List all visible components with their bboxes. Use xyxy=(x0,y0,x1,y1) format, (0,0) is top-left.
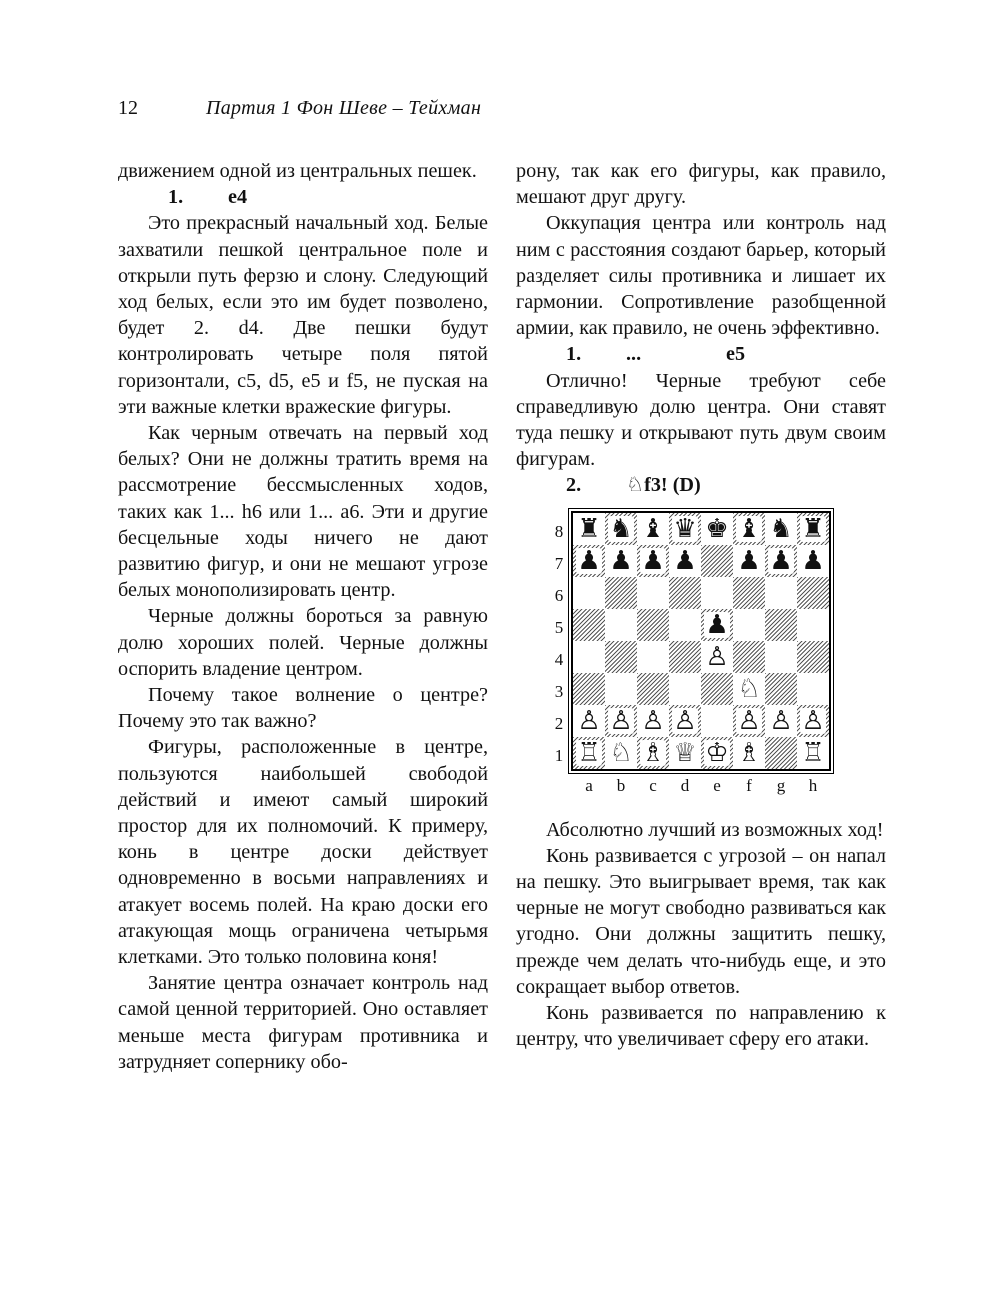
square-c5 xyxy=(637,609,669,641)
chess-piece-icon: ♚ xyxy=(705,513,729,544)
chess-piece-icon: ♗ xyxy=(641,737,665,768)
square-b7 xyxy=(605,545,637,577)
file-label: d xyxy=(680,775,690,795)
chess-diagram xyxy=(516,499,886,817)
rank-label: 4 xyxy=(554,649,564,669)
page-number: 12 xyxy=(118,97,138,119)
chess-piece-icon: ♙ xyxy=(577,705,601,736)
square-f6 xyxy=(733,577,765,609)
move-number: 1. xyxy=(168,186,184,209)
chess-piece-icon: ♟ xyxy=(609,545,633,576)
file-label: a xyxy=(585,775,593,795)
file-label: f xyxy=(746,775,752,795)
chess-piece-icon: ♗ xyxy=(737,737,761,768)
chess-piece-icon: ♞ xyxy=(769,513,793,544)
move-number: 1. xyxy=(566,343,582,366)
square-d8 xyxy=(669,513,701,545)
square-h1 xyxy=(797,737,829,769)
square-c7 xyxy=(637,545,669,577)
square-e5 xyxy=(701,609,733,641)
square-f5 xyxy=(733,609,765,641)
chess-piece-icon: ♟ xyxy=(769,545,793,576)
chess-piece-icon: ♟ xyxy=(705,609,729,640)
square-c2 xyxy=(637,705,669,737)
square-e8 xyxy=(701,513,733,545)
square-e7 xyxy=(701,545,733,577)
left-column xyxy=(118,158,488,1075)
file-label: g xyxy=(776,775,786,795)
paragraph: Почему такое волнение о центре? Почему это так важно? xyxy=(118,684,488,733)
square-g5 xyxy=(765,609,797,641)
square-e4 xyxy=(701,641,733,673)
paragraph: Абсолютно лучший из возможных ход! xyxy=(546,818,884,841)
square-h4 xyxy=(797,641,829,673)
square-h6 xyxy=(797,577,829,609)
square-b3 xyxy=(605,673,637,705)
square-f1 xyxy=(733,737,765,769)
square-b2 xyxy=(605,705,637,737)
square-b6 xyxy=(605,577,637,609)
paragraph: Занятие центра означает контроль над самой ценной территорией. Оно оставляет меньше места фигурам противника и затрудняет сопернику обо- xyxy=(118,972,488,1073)
rank-label: 8 xyxy=(554,521,564,541)
square-c6 xyxy=(637,577,669,609)
square-h2 xyxy=(797,705,829,737)
chess-piece-icon: ♙ xyxy=(641,705,665,736)
paragraph: Конь развивается по направлению к центру, что увеличивает сферу его атаки. xyxy=(516,1002,886,1051)
chess-piece-icon: ♔ xyxy=(705,737,729,768)
rank-label: 6 xyxy=(554,585,564,605)
chess-piece-icon: ♙ xyxy=(705,641,729,672)
square-a3 xyxy=(573,673,605,705)
chess-piece-icon: ♙ xyxy=(801,705,825,736)
paragraph: Это прекрасный начальный ход. Белые захватили пешкой центральное поле и открыли путь ферзю и слону. Следующий ход белых, если это им будет позволено, будет 2. d4. Две пешки будут контролировать четыре поля пятой горизонтали, c5, d5, e5 и f5, не пуская на эти важные клетки вражеские фигуры. xyxy=(118,212,488,418)
square-d4 xyxy=(669,641,701,673)
square-b5 xyxy=(605,609,637,641)
chess-piece-icon: ♟ xyxy=(641,545,665,576)
square-f8 xyxy=(733,513,765,545)
square-f2 xyxy=(733,705,765,737)
chess-piece-icon: ♜ xyxy=(577,513,601,544)
square-b1 xyxy=(605,737,637,769)
square-c4 xyxy=(637,641,669,673)
chess-piece-icon: ♙ xyxy=(673,705,697,736)
move-notation: ♘f3! (D) xyxy=(626,474,701,497)
square-c3 xyxy=(637,673,669,705)
square-b4 xyxy=(605,641,637,673)
file-label: h xyxy=(808,775,818,795)
chess-board xyxy=(571,511,831,771)
square-f3 xyxy=(733,673,765,705)
chess-piece-icon: ♛ xyxy=(673,513,697,544)
square-a7 xyxy=(573,545,605,577)
move-line xyxy=(516,341,886,367)
square-g7 xyxy=(765,545,797,577)
right-column-bottom xyxy=(516,817,886,1053)
square-g4 xyxy=(765,641,797,673)
square-d3 xyxy=(669,673,701,705)
square-d7 xyxy=(669,545,701,577)
move-ellipsis: ... xyxy=(626,343,642,366)
square-e3 xyxy=(701,673,733,705)
paragraph: Оккупация центра или контроль над ним с расстояния создают барьер, который разделяет силы противника и лишает их гармонии. Сопротивление разобщенной армии, как правило, не очень эффективно. xyxy=(516,212,886,340)
rank-label: 3 xyxy=(554,681,564,701)
square-d5 xyxy=(669,609,701,641)
square-a8 xyxy=(573,513,605,545)
square-h7 xyxy=(797,545,829,577)
move-number: 2. xyxy=(566,474,582,497)
square-e1 xyxy=(701,737,733,769)
move-notation: e5 xyxy=(726,343,746,366)
square-a5 xyxy=(573,609,605,641)
running-title: Партия 1 Фон Шеве – Тейхман xyxy=(206,97,482,119)
square-e2 xyxy=(701,705,733,737)
chess-piece-icon: ♙ xyxy=(609,705,633,736)
square-g8 xyxy=(765,513,797,545)
move-notation: e4 xyxy=(228,186,248,209)
square-f7 xyxy=(733,545,765,577)
move-line xyxy=(118,184,488,210)
paragraph: движением одной из центральных пешек. xyxy=(118,160,477,182)
move-line xyxy=(516,472,886,498)
chess-piece-icon: ♟ xyxy=(801,545,825,576)
square-g6 xyxy=(765,577,797,609)
chess-piece-icon: ♜ xyxy=(801,513,825,544)
square-d6 xyxy=(669,577,701,609)
square-b8 xyxy=(605,513,637,545)
square-h5 xyxy=(797,609,829,641)
square-c1 xyxy=(637,737,669,769)
square-g1 xyxy=(765,737,797,769)
paragraph: Как черным отвечать на первый ход белых? Они не должны тратить время на рассмотрение бессмысленных ходов, таких как 1... h6 или 1... a6. Эти и другие бесцельные ходы ничего не дают развитию фигур, и они не мешают угрозе белых монополизировать центр. xyxy=(118,422,488,602)
chess-piece-icon: ♝ xyxy=(641,513,665,544)
square-a1 xyxy=(573,737,605,769)
square-g2 xyxy=(765,705,797,737)
square-e6 xyxy=(701,577,733,609)
rank-label: 2 xyxy=(554,713,564,733)
square-d2 xyxy=(669,705,701,737)
paragraph: Отлично! Черные требуют себе справедливую долю центра. Они ставят туда пешку и открывают путь двум своим фигурам. xyxy=(516,369,886,471)
square-c8 xyxy=(637,513,669,545)
file-label: c xyxy=(649,775,657,795)
square-d1 xyxy=(669,737,701,769)
square-g3 xyxy=(765,673,797,705)
knight-icon: ♘ xyxy=(626,474,645,497)
rank-label: 5 xyxy=(554,617,564,637)
chess-piece-icon: ♟ xyxy=(673,545,697,576)
square-h8 xyxy=(797,513,829,545)
rank-label: 1 xyxy=(554,745,564,765)
chess-piece-icon: ♙ xyxy=(737,705,761,736)
chess-piece-icon: ♝ xyxy=(737,513,761,544)
paragraph: рону, так как его фигуры, как правило, мешают друг другу. xyxy=(516,160,886,209)
rank-label: 7 xyxy=(554,553,564,573)
chess-piece-icon: ♟ xyxy=(737,545,761,576)
chess-piece-icon: ♘ xyxy=(737,673,761,704)
chess-piece-icon: ♕ xyxy=(673,737,697,768)
chess-piece-icon: ♘ xyxy=(609,737,633,768)
paragraph: Фигуры, расположенные в центре, пользуются наибольшей свободой действий и имеют самый широкий простор для их полномочий. К примеру, конь в центре доски действует одновременно в восьми направлениях и атакует восемь полей. На краю доски его атакующая мощь ограничена четырьмя клетками. Это только половина коня! xyxy=(118,736,488,969)
square-a6 xyxy=(573,577,605,609)
square-a4 xyxy=(573,641,605,673)
square-h3 xyxy=(797,673,829,705)
right-column xyxy=(516,158,886,1052)
square-f4 xyxy=(733,641,765,673)
chess-piece-icon: ♖ xyxy=(801,737,825,768)
chess-piece-icon: ♟ xyxy=(577,545,601,576)
chess-piece-icon: ♖ xyxy=(577,737,601,768)
paragraph: Конь развивается с угрозой – он напал на пешку. Это выигрывает время, так как черные не могут свободно развиваться как угодно. Они должны защитить пешку, прежде чем делать что-нибудь еще, и это сокращает выбор ответов. xyxy=(516,844,886,998)
chess-piece-icon: ♞ xyxy=(609,513,633,544)
chess-piece-icon: ♙ xyxy=(769,705,793,736)
file-label: b xyxy=(616,775,626,795)
paragraph: Черные должны бороться за равную долю хороших полей. Черные должны оспорить владение центром. xyxy=(118,605,488,680)
square-a2 xyxy=(573,705,605,737)
file-label: e xyxy=(713,775,721,795)
right-column-top xyxy=(516,158,886,499)
